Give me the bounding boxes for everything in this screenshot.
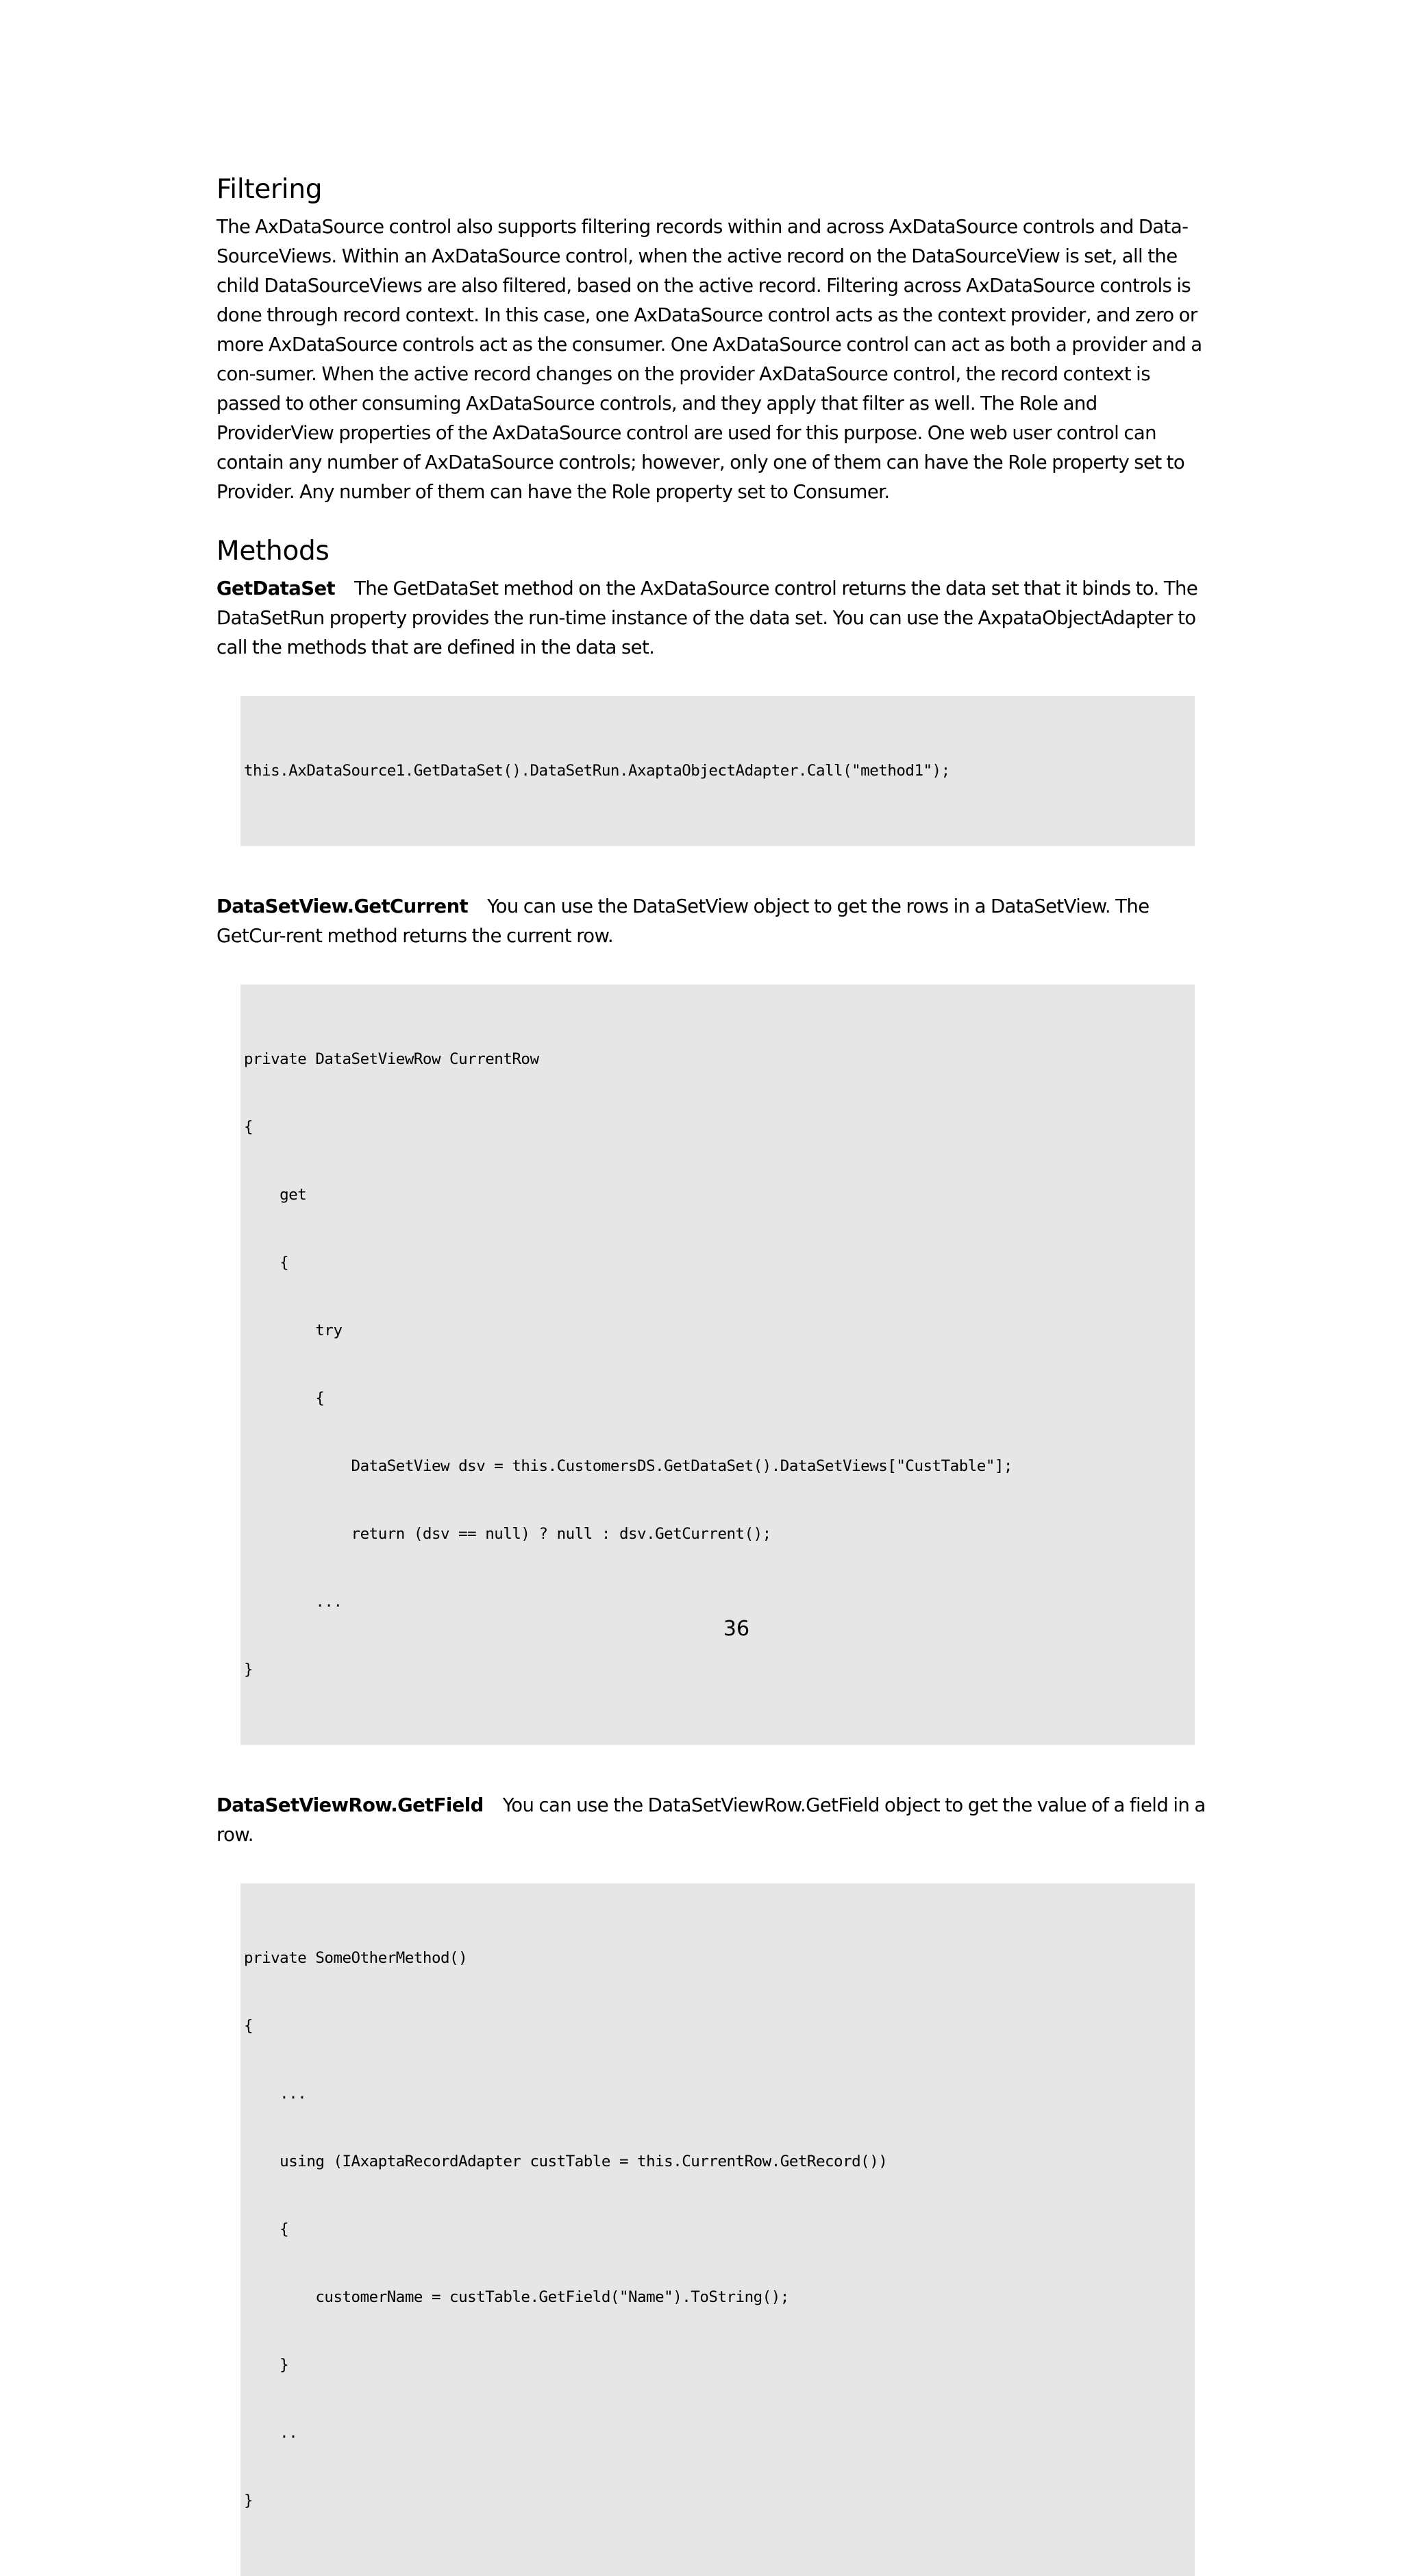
code-line: customerName = custTable.GetField("Name").ToString(); — [244, 2288, 789, 2306]
page-number: 36 — [723, 1617, 750, 1641]
code-line: get — [244, 1186, 307, 1204]
code-line: } — [244, 2492, 253, 2510]
code-line: this.AxDataSource1.GetDataSet().DataSetRun.AxaptaObjectAdapter.Call("method1"); — [244, 762, 950, 780]
code-line: { — [244, 1118, 253, 1136]
code-block — [240, 696, 1195, 846]
code-line: ... — [244, 1593, 343, 1611]
code-line: { — [244, 1254, 289, 1272]
method-name: DataSetViewRow.GetField — [216, 1794, 484, 1816]
code-line: { — [244, 2220, 289, 2238]
method-datasetviewrow-getfield — [216, 1791, 1217, 2576]
code-line: ... — [244, 2085, 307, 2103]
method-description: The GetDataSet method on the AxDataSource control returns the data set that it binds to. The DataSetRun property provides the run-time instance of the data set. You can use the AxpataObjectAdapter to call the methods that are defined in the data set. — [216, 578, 1198, 658]
code-line: DataSetView dsv = this.CustomersDS.GetDataSet().DataSetViews["CustTable"]; — [244, 1457, 1013, 1475]
page-content — [216, 171, 1217, 2576]
code-line: { — [244, 1389, 325, 1407]
method-description: You can use the DataSetViewRow.GetField object to get the value of a field in a row. — [216, 1794, 1206, 1846]
filtering-heading: Filtering — [216, 174, 323, 205]
methods-heading: Methods — [216, 536, 330, 567]
filtering-paragraph: The AxDataSource control also supports filtering records within and across AxDataSource controls and Data-SourceViews. Within an AxDataSource control, when the active record on the DataSourceView is set, all the child DataSourceViews are also filtered, based on the active record. Filtering across AxDataSource controls is done through record context. In this case, one AxDataSource control acts as the context provider, and zero or more AxDataSource controls act as the consumer. One AxDataSource control can act as both a provider and a con-sumer. When the active record changes on the provider AxDataSource control, the record context is passed to other consuming AxDataSource controls, and they apply that filter as well. The Role and ProviderView properties of the AxDataSource control are used for this purpose. One web user control can contain any number of AxDataSource controls; however, only one of them can have the Role property set to Provider. Any number of them can have the Role property set to Consumer. — [216, 216, 1202, 503]
code-line: } — [244, 2356, 289, 2374]
code-line: private SomeOtherMethod() — [244, 1949, 468, 1967]
code-line: using (IAxaptaRecordAdapter custTable = this.CurrentRow.GetRecord()) — [244, 2153, 888, 2170]
code-block — [240, 1883, 1195, 2576]
code-line: } — [244, 1661, 253, 1679]
method-description: You can use the DataSetView object to get the rows in a DataSetView. The GetCur-rent method returns the current row. — [216, 895, 1150, 947]
code-line: try — [244, 1322, 343, 1339]
method-description-paragraph — [216, 1791, 1217, 1850]
method-description-paragraph — [216, 574, 1217, 662]
method-getdataset — [216, 574, 1217, 846]
method-name: GetDataSet — [216, 578, 336, 599]
code-line: .. — [244, 2424, 298, 2442]
code-line: private DataSetViewRow CurrentRow — [244, 1050, 539, 1068]
method-name: DataSetView.GetCurrent — [216, 895, 469, 917]
code-line: return (dsv == null) ? null : dsv.GetCurrent(); — [244, 1525, 771, 1543]
method-description-paragraph — [216, 892, 1217, 951]
code-line: { — [244, 2017, 253, 2035]
